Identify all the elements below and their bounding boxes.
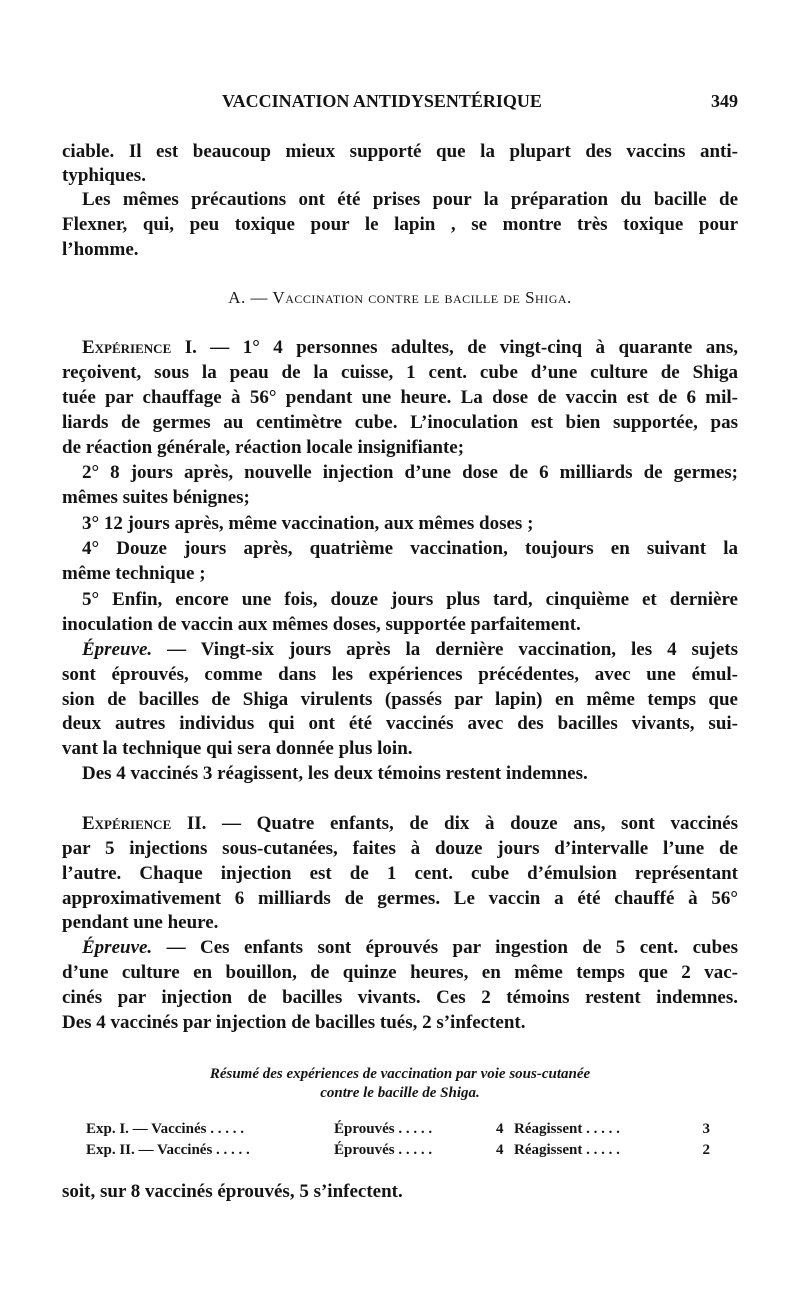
text-line: cinés par injection de bacilles vivants. Ces 2 témoins restent indemnes. [62,987,738,1008]
text-line: inoculation de vaccin aux mêmes doses, supportée parfaitement. [62,614,581,635]
eprouves-count: 4 [496,1142,504,1158]
text-span: — 1° 4 personnes adultes, de vingt-cinq à quarante ans, [196,337,739,358]
text-line: tuée par chauffage à 56° pendant une heure. La dose de vaccin est de 6 mil- [62,387,738,408]
text-line [82,936,738,960]
text-line: l’homme. [62,239,139,260]
text-line: 4° Douze jours après, quatrième vaccination, toujours en suivant la [82,538,738,559]
experiment-label: Expérience II. [82,813,207,834]
text-line: même technique ; [62,563,206,584]
text-line: Des 4 vaccinés par injection de bacilles tués, 2 s’infectent. [62,1012,526,1033]
eprouves-cell: Éprouvés . . . . . [334,1121,433,1137]
exp-cell: Exp. I. — Vaccinés . . . . . [86,1121,244,1137]
text-line: reçoivent, sous la peau de la cuisse, 1 cent. cube d’une culture de Shiga [62,362,738,383]
text-span: — Quatre enfants, de dix à douze ans, sont vaccinés [206,813,739,834]
text-line: Flexner, qui, peu toxique pour le lapin , se montre très toxique pour [62,214,738,235]
summary-caption: Résumé des expériences de vaccination par voie sous-cutanée [209,1066,591,1082]
summary-conclusion: soit, sur 8 vaccinés éprouvés, 5 s’infectent. [62,1181,403,1202]
reagissent-cell: Réagissent . . . . . [514,1142,620,1158]
text-line: ciable. Il est beaucoup mieux supporté que la plupart des vaccins anti- [62,141,738,162]
text-line: deux autres individus qui ont été vaccinés avec des bacilles vivants, sui- [62,713,738,734]
reagissent-cell: Réagissent . . . . . [514,1121,620,1137]
text-line [82,812,738,836]
experiment-label: Expérience I. [82,337,197,358]
text-line: 2° 8 jours après, nouvelle injection d’une dose de 6 milliards de germes; [82,462,738,483]
text-line: approximativement 6 milliards de germes. Le vaccin a été chauffé à 56° [62,888,738,909]
reagissent-count: 2 [702,1142,710,1158]
text-span: — Vingt-six jours après la dernière vaccination, les 4 sujets [152,639,738,660]
text-line: liards de germes au centimètre cube. L’inoculation est bien supportée, pas [62,412,738,433]
text-line: l’autre. Chaque injection est de 1 cent. cube d’émulsion représentant [62,863,738,884]
epreuve-label: Épreuve. [82,937,153,958]
text-line: par 5 injections sous-cutanées, faites à douze jours d’intervalle l’une de [62,838,738,859]
running-header [62,91,738,115]
text-line: 5° Enfin, encore une fois, douze jours plus tard, cinquième et dernière [82,589,738,610]
exp-cell: Exp. II. — Vaccinés . . . . . [86,1142,250,1158]
summary-row [86,1121,710,1141]
eprouves-count: 4 [496,1121,504,1137]
section-heading: A. — Vaccination contre le bacille de Shiga. [228,288,572,307]
text-line: 3° 12 jours après, même vaccination, aux mêmes doses ; [82,513,534,534]
text-line: d’une culture en bouillon, de quinze heures, en même temps que 2 vac- [62,962,738,983]
epreuve-label: Épreuve. [82,639,153,660]
text-line [82,638,738,662]
reagissent-count: 3 [702,1121,710,1137]
text-span: — Ces enfants sont éprouvés par ingestion de 5 cent. cubes [152,937,738,958]
header-title: VACCINATION ANTIDYSENTÉRIQUE [222,91,542,111]
summary-caption: contre le bacille de Shiga. [320,1085,480,1101]
text-line: mêmes suites bénignes; [62,487,250,508]
text-line: vant la technique qui sera donnée plus loin. [62,738,413,759]
text-line: Des 4 vaccinés 3 réagissent, les deux témoins restent indemnes. [82,763,588,784]
text-line: Les mêmes précautions ont été prises pour la préparation du bacille de [82,189,738,210]
text-line: sont éprouvés, comme dans les expériences précédentes, avec une émul- [62,664,738,685]
text-line: typhiques. [62,165,146,186]
eprouves-cell: Éprouvés . . . . . [334,1142,433,1158]
text-line: pendant une heure. [62,912,219,933]
text-line: de réaction générale, réaction locale insignifiante; [62,437,465,458]
summary-row [86,1142,710,1162]
text-line: sion de bacilles de Shiga virulents (passés par lapin) en même temps que [62,689,738,710]
text-line [82,336,738,360]
page-number: 349 [711,91,738,111]
